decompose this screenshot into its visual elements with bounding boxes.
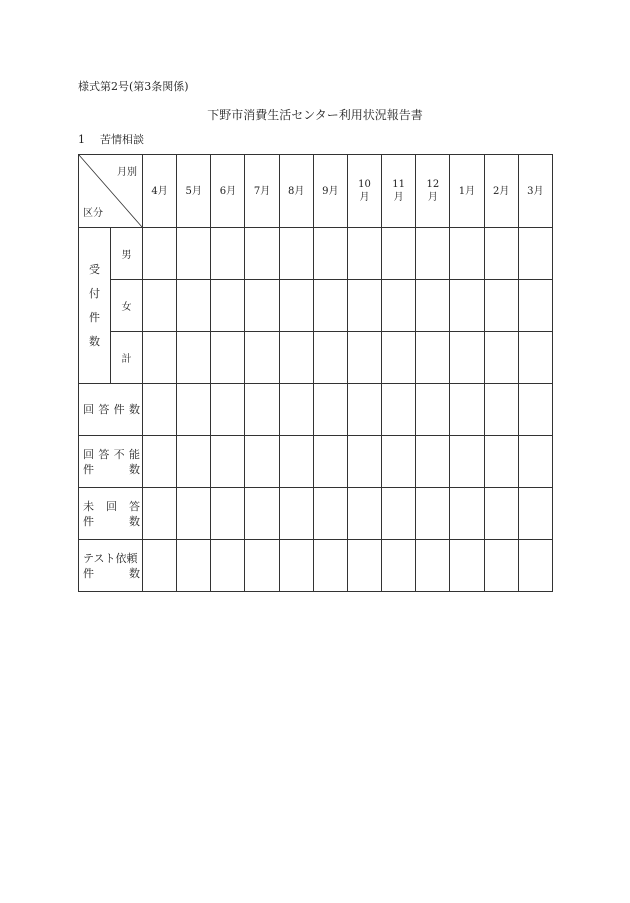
label-part: 件 [83,462,94,476]
data-cell[interactable] [416,436,450,488]
data-cell[interactable] [347,228,381,280]
data-cell[interactable] [518,280,552,332]
label-line [83,514,140,529]
data-cell[interactable] [484,384,518,436]
data-cell[interactable] [313,384,347,436]
data-cell[interactable] [177,384,211,436]
label-line [83,402,140,417]
data-cell[interactable] [382,540,416,592]
data-cell[interactable] [313,540,347,592]
category-row [79,488,553,540]
month-header: 6月 [211,155,245,228]
month-header: 11 月 [382,155,416,228]
data-cell[interactable] [177,540,211,592]
month-header: 2月 [484,155,518,228]
data-cell[interactable] [245,332,279,384]
section-label: 苦情相談 [100,133,144,146]
data-cell[interactable] [518,384,552,436]
reception-label-char: 受 [89,262,100,276]
data-cell[interactable] [313,228,347,280]
reception-row [79,228,553,280]
data-cell[interactable] [245,540,279,592]
data-cell[interactable] [347,384,381,436]
data-cell[interactable] [484,280,518,332]
label-part: 答 [129,499,140,513]
label-part: 数 [128,403,140,416]
data-cell[interactable] [279,384,313,436]
header-row [79,155,553,228]
data-cell[interactable] [143,332,177,384]
data-cell[interactable] [416,384,450,436]
data-cell[interactable] [382,384,416,436]
data-cell[interactable] [382,332,416,384]
section-number: 1 [78,133,85,146]
label-line [83,499,140,514]
data-cell[interactable] [518,488,552,540]
data-cell[interactable] [245,228,279,280]
data-cell[interactable] [484,436,518,488]
category-row [79,384,553,436]
category-row [79,540,553,592]
label-part: 回 [83,447,94,461]
label-part: 数 [129,514,140,528]
data-cell[interactable] [211,384,245,436]
category-axis-label: 区分 [83,208,103,219]
data-cell[interactable] [211,540,245,592]
month-header: 5月 [177,155,211,228]
label-part: 件 [113,403,125,416]
data-cell[interactable] [177,228,211,280]
label-line [83,551,140,566]
label-part: 答 [98,403,110,416]
gender-label: 男 [111,228,143,280]
data-cell[interactable] [382,280,416,332]
data-cell[interactable] [211,332,245,384]
data-cell[interactable] [416,228,450,280]
data-cell[interactable] [450,228,484,280]
month-axis-label: 月別 [117,167,137,178]
data-cell[interactable] [450,436,484,488]
reception-row [79,280,553,332]
data-cell[interactable] [177,332,211,384]
data-cell[interactable] [416,488,450,540]
data-cell[interactable] [347,540,381,592]
data-cell[interactable] [518,436,552,488]
data-cell[interactable] [211,280,245,332]
data-cell[interactable] [279,436,313,488]
data-cell[interactable] [382,436,416,488]
data-cell[interactable] [245,436,279,488]
data-cell[interactable] [518,332,552,384]
section-heading [78,131,144,147]
reception-label-char: 付 [89,286,100,300]
corner-cell [79,155,143,228]
reception-label-char: 件 [89,310,100,324]
data-cell[interactable] [416,540,450,592]
gender-label: 計 [111,332,143,384]
data-cell[interactable] [347,436,381,488]
month-header: 8月 [279,155,313,228]
category-label [79,540,143,592]
month-header: 7月 [245,155,279,228]
data-cell[interactable] [347,280,381,332]
data-cell[interactable] [382,488,416,540]
data-cell[interactable] [416,280,450,332]
data-cell[interactable] [211,488,245,540]
data-cell[interactable] [450,280,484,332]
category-label [79,384,143,436]
label-part: 能 [128,447,140,461]
data-cell[interactable] [450,384,484,436]
data-cell[interactable] [450,332,484,384]
form-number: 様式第2号(第3条関係) [78,80,189,93]
data-cell[interactable] [143,384,177,436]
data-cell[interactable] [313,332,347,384]
data-cell[interactable] [143,228,177,280]
data-cell[interactable] [177,436,211,488]
data-cell[interactable] [416,332,450,384]
data-cell[interactable] [245,488,279,540]
data-cell[interactable] [347,488,381,540]
data-cell[interactable] [143,488,177,540]
data-cell[interactable] [518,540,552,592]
label-part: 件 [83,514,94,528]
data-cell[interactable] [450,540,484,592]
data-cell[interactable] [484,332,518,384]
data-cell[interactable] [177,280,211,332]
label-part: 回 [106,499,117,513]
data-cell[interactable] [245,280,279,332]
month-header: 12 月 [416,155,450,228]
data-cell[interactable] [279,540,313,592]
data-cell[interactable] [484,488,518,540]
label-part: 未 [83,499,94,513]
data-cell[interactable] [484,540,518,592]
data-cell[interactable] [313,436,347,488]
label-part: 数 [129,566,140,580]
data-cell[interactable] [484,228,518,280]
label-line [83,447,140,462]
data-cell[interactable] [211,228,245,280]
data-cell[interactable] [143,280,177,332]
data-cell[interactable] [211,436,245,488]
data-cell[interactable] [245,384,279,436]
data-cell[interactable] [313,488,347,540]
label-part: 数 [129,462,140,476]
label-part: 不 [113,447,125,461]
data-cell[interactable] [313,280,347,332]
gender-label: 女 [111,280,143,332]
month-header: 10 月 [347,155,381,228]
data-cell[interactable] [143,436,177,488]
label-line [83,566,140,581]
label-line [83,462,140,477]
label-part: 件 [83,566,94,580]
label-part: テスト依頼 [83,551,138,565]
data-cell[interactable] [450,488,484,540]
reception-row [79,332,553,384]
data-cell[interactable] [347,332,381,384]
label-part: 回 [83,403,94,416]
data-cell[interactable] [279,228,313,280]
usage-report-table [78,154,553,592]
label-part: 答 [98,447,110,461]
data-cell[interactable] [279,488,313,540]
data-cell[interactable] [279,332,313,384]
data-cell[interactable] [382,228,416,280]
reception-count-label [79,228,111,384]
data-cell[interactable] [279,280,313,332]
month-header: 1月 [450,155,484,228]
document-title: 下野市消費生活センター利用状況報告書 [207,108,423,122]
data-cell[interactable] [177,488,211,540]
data-cell[interactable] [518,228,552,280]
month-header: 4月 [143,155,177,228]
data-cell[interactable] [143,540,177,592]
category-label [79,488,143,540]
month-header: 3月 [518,155,552,228]
category-row [79,436,553,488]
category-label [79,436,143,488]
reception-label-char: 数 [89,334,100,348]
month-header: 9月 [313,155,347,228]
